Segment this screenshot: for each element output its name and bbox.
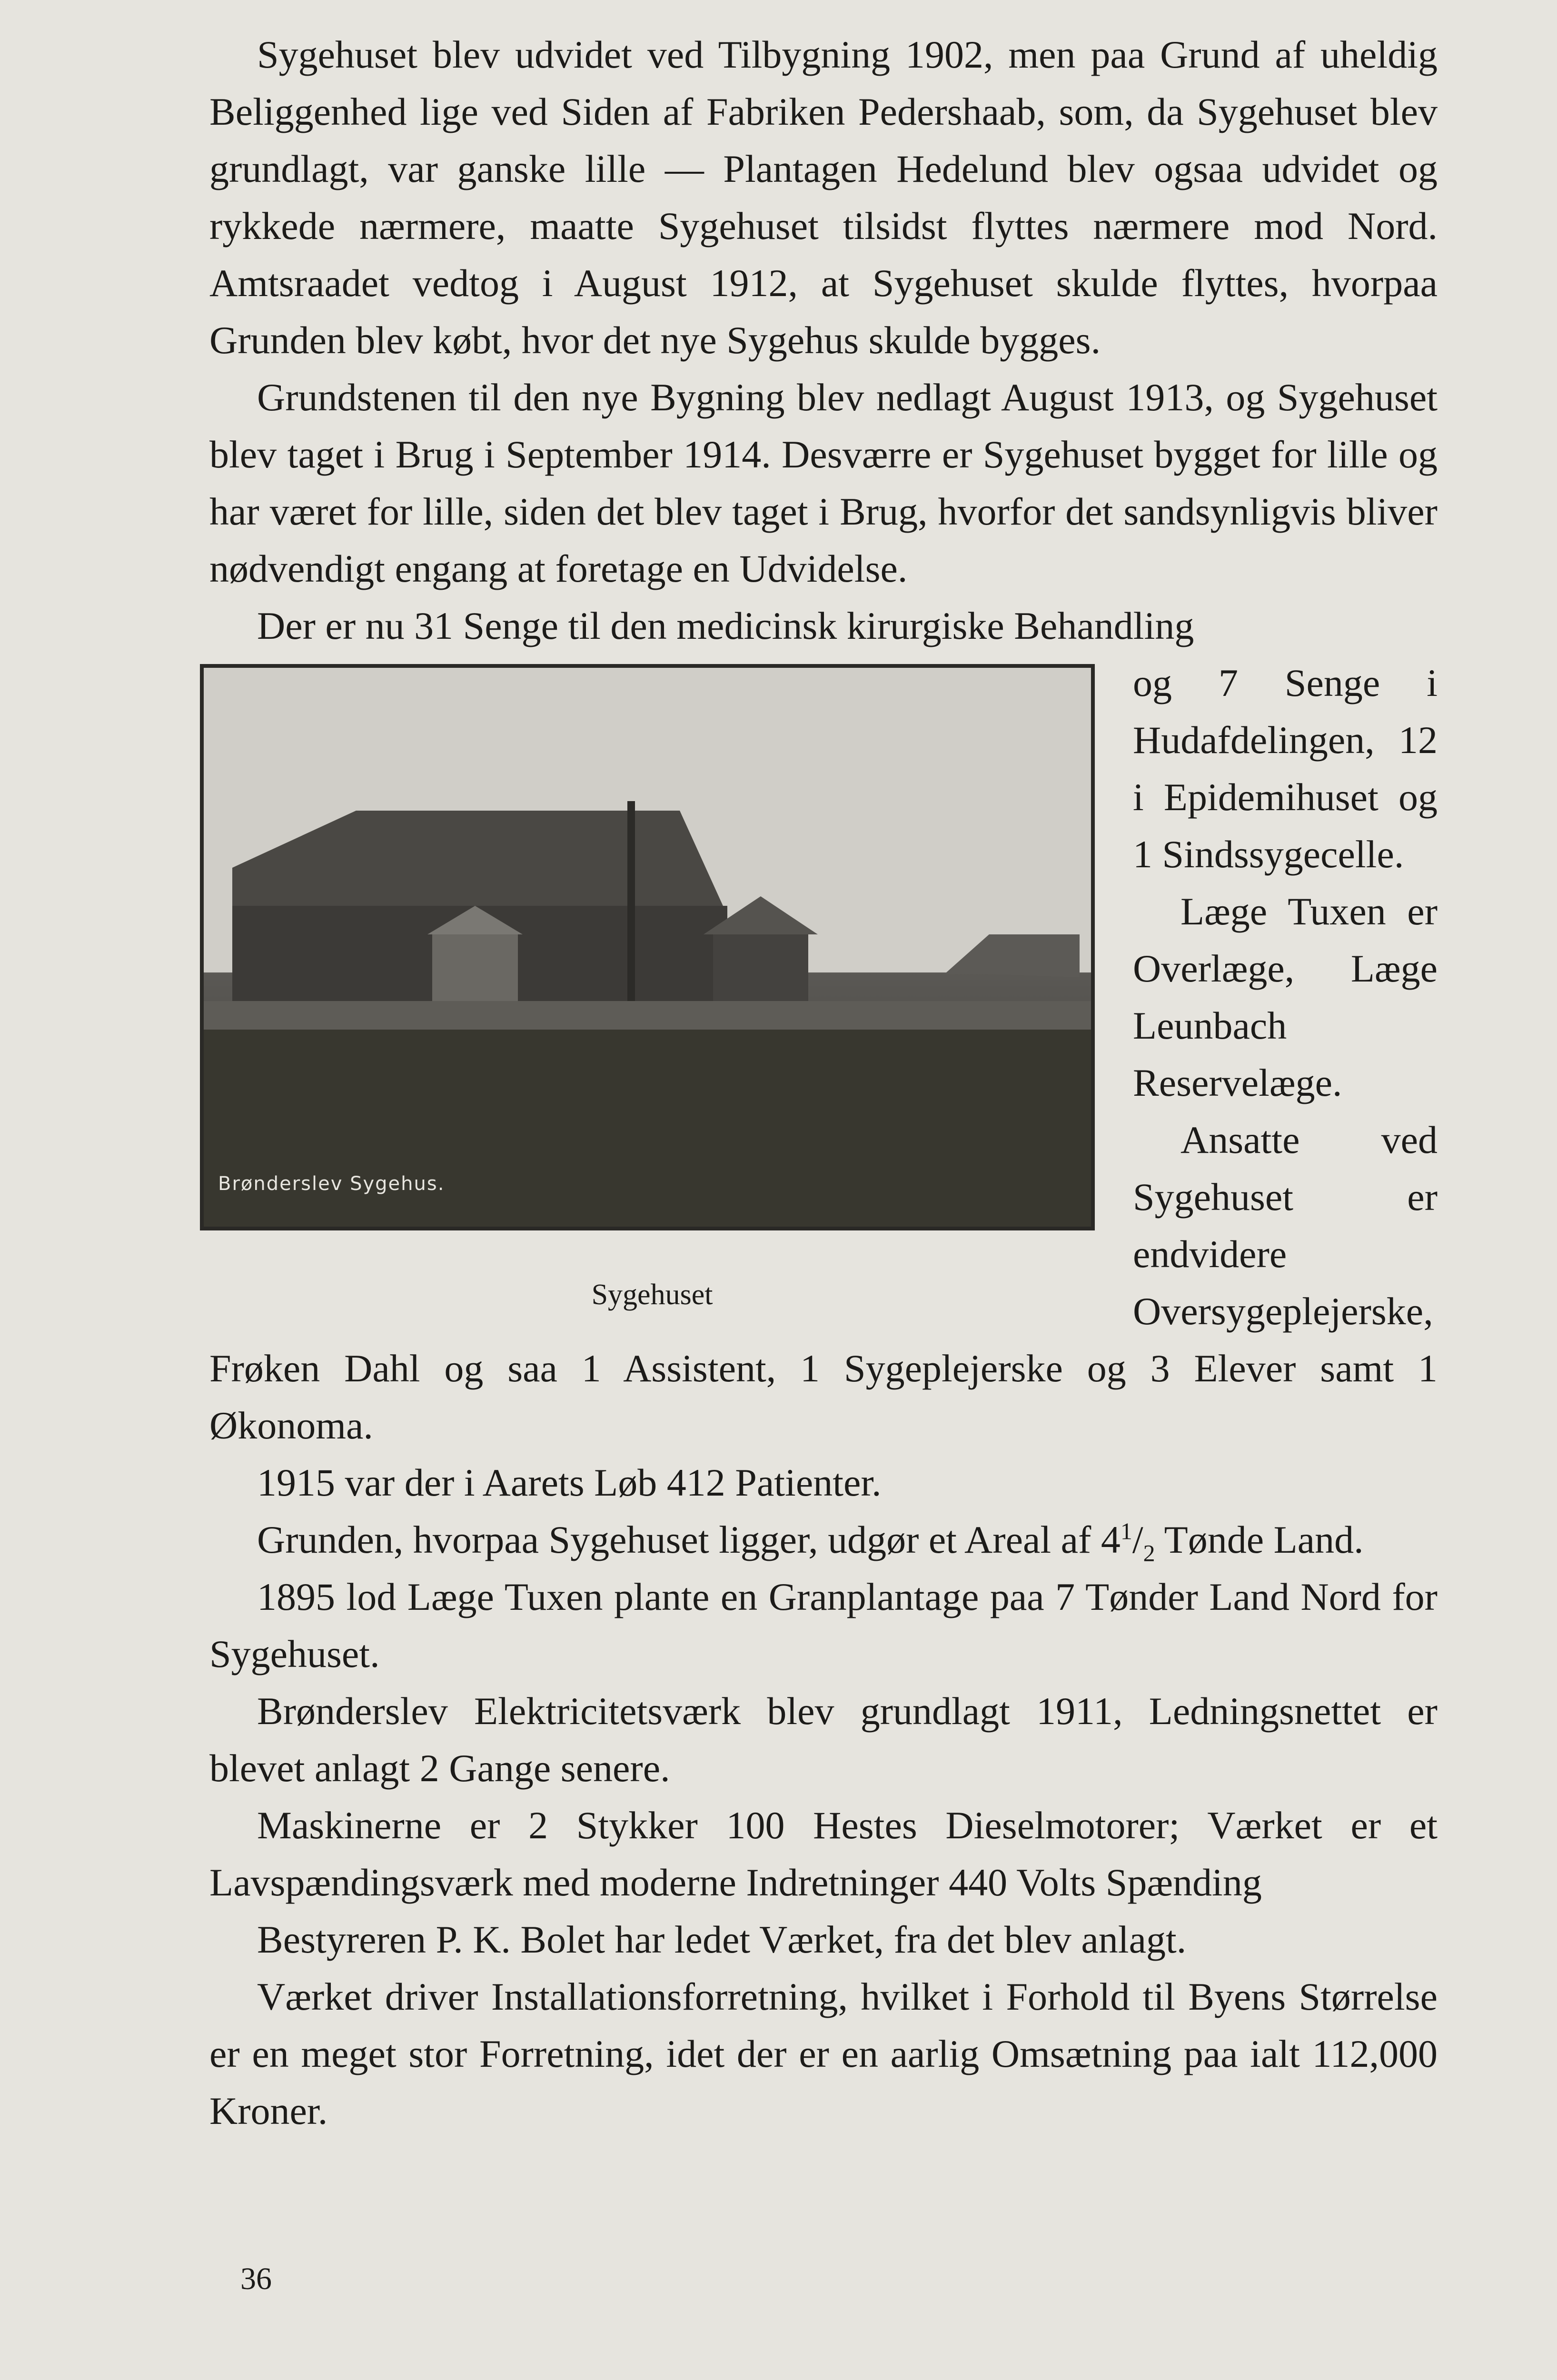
area-text: Grunden, hvorpaa Sygehuset ligger, udgør et Areal af 4	[257, 1518, 1121, 1561]
fraction-denominator: 2	[1143, 1539, 1155, 1567]
paragraph-beds-intro: Der er nu 31 Senge til den medicinsk kirurgiske Behandling	[257, 604, 1194, 647]
paragraph-beds-rest: og 7 Senge i Hudafdelingen, 12 i Epidemihuset og 1 Sindssygecelle.	[1133, 661, 1438, 876]
fraction-numerator: 1	[1120, 1517, 1132, 1545]
area-unit: Tønde Land.	[1155, 1518, 1364, 1561]
paragraph-plantation: 1895 lod Læge Tuxen plante en Granplantage paa 7 Tønder Land Nord for Sygehuset.	[209, 1575, 1438, 1676]
paragraph-hospital-expansion: Sygehuset blev udvidet ved Tilbygning 1902, men paa Grund af uheldig Beliggenhed lige ved Siden af Fabriken Pedershaab, som, da Sygehuset blev grundlagt, var ganske lille — Plantagen Hedelund blev ogsaa udvidet og rykkede nærmere, maatte Sygehuset tilsidst flyttes nærmere mod Nord. Amtsraadet vedtog i August 1912, at Sygehuset skulde flyttes, hvorpaa Grunden blev købt, hvor det nye Sygehus skulde bygges.	[209, 33, 1438, 362]
figure-caption: Sygehuset	[591, 1279, 713, 1311]
paragraph-installation: Værket driver Installationsforretning, hvilket i Forhold til Byens Størrelse er en meget stor Forretning, idet der er en aarlig Omsætning paa ialt 112,000 Kroner.	[209, 1975, 1438, 2132]
body-text	[209, 26, 1438, 2140]
page-number: 36	[240, 2261, 272, 2296]
paragraph-machines: Maskinerne er 2 Stykker 100 Hestes Dieselmotorer; Værket er et Lavspændingsværk med moderne Indretninger 440 Volts Spænding	[209, 1804, 1438, 1904]
paragraph-patients: 1915 var der i Aarets Løb 412 Patienter.	[257, 1461, 882, 1504]
hospital-figure	[200, 664, 1104, 1314]
photo-label: Brønderslev Sygehus.	[218, 1173, 445, 1195]
paragraph-area	[209, 1511, 1438, 1568]
paragraph-new-building: Grundstenen til den nye Bygning blev nedlagt August 1913, og Sygehuset blev taget i Brug i September 1914. Desværre er Sygehuset bygget for lille og har været for lille, siden det blev taget i Brug, hvorfor det sandsynligvis bliver nødvendigt engang at foretage en Udvidelse.	[209, 376, 1438, 590]
paragraph-doctors: Læge Tuxen er Overlæge, Læge Leunbach Reservelæge.	[1133, 890, 1438, 1104]
fraction-slash: /	[1132, 1518, 1143, 1561]
hospital-photo	[200, 664, 1095, 1230]
hospital-photo-drawing	[204, 668, 1091, 1227]
paragraph-staff: Ansatte ved Sygehuset er endvidere Oversygeplejerske, Frøken Dahl og saa 1 Assistent, 1 Sygeplejerske og 3 Elever samt 1 Økonoma.	[209, 1118, 1438, 1447]
paragraph-manager: Bestyreren P. K. Bolet har ledet Værket, fra det blev anlagt.	[257, 1918, 1187, 1961]
paragraph-power-plant: Brønderslev Elektricitetsværk blev grundlagt 1911, Ledningsnettet er blevet anlagt 2 Gange senere.	[209, 1689, 1438, 1790]
